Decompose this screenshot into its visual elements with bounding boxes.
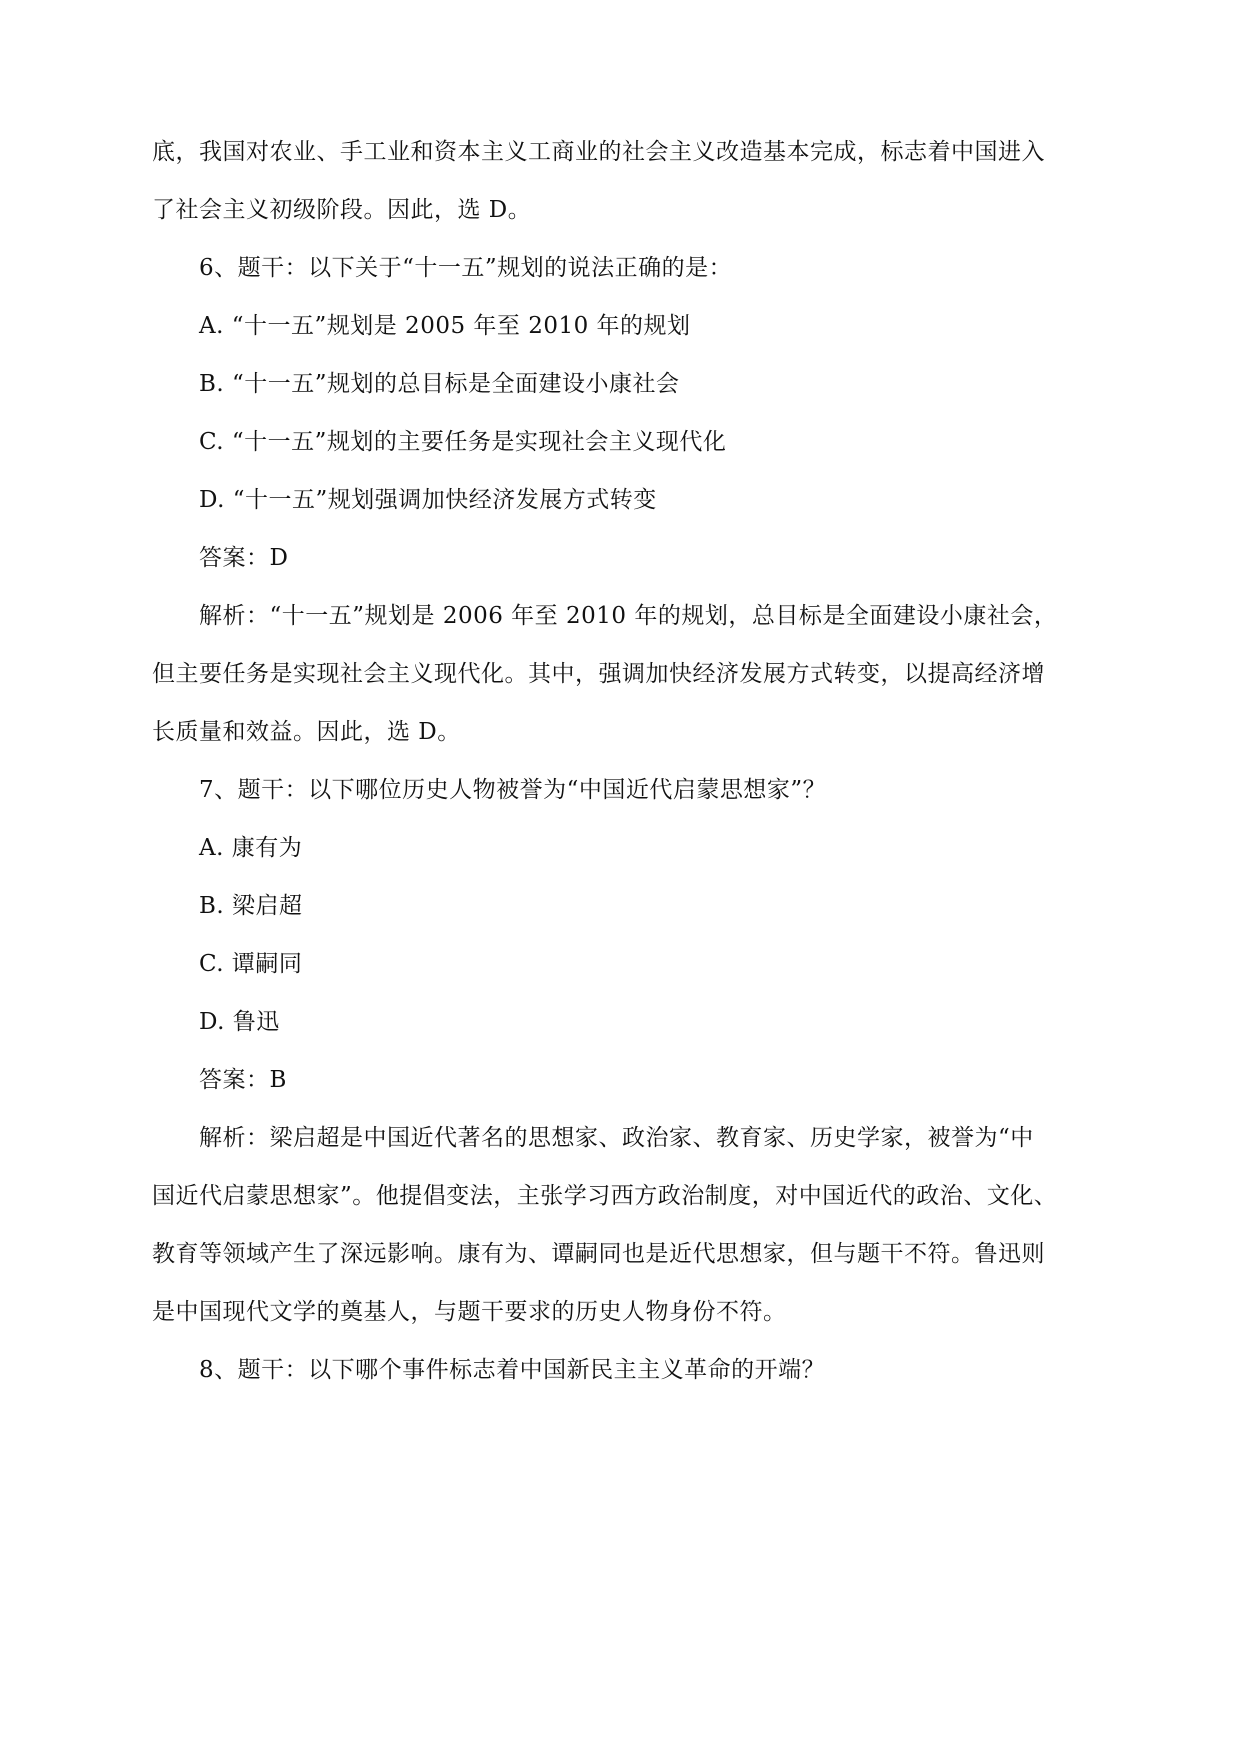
q7-answer: 答案：B [199,1067,287,1093]
q6-explanation-line-2: 但主要任务是实现社会主义现代化。其中，强调加快经济发展方式转变，以提高经济增 [152,661,1045,687]
q7-explanation-line-4: 是中国现代文学的奠基人，与题干要求的历史人物身份不符。 [152,1299,787,1325]
q7-option-d: D. 鲁迅 [199,1009,280,1035]
prev-explanation-line-2: 了社会主义初级阶段。因此，选 D。 [152,197,532,223]
q6-answer: 答案：D [199,545,289,571]
q8-stem: 8、题干：以下哪个事件标志着中国新民主主义革命的开端？ [199,1357,826,1383]
q7-explanation-line-2: 国近代启蒙思想家”。他提倡变法，主张学习西方政治制度，对中国近代的政治、文化、 [152,1183,1058,1209]
q7-explanation-line-3: 教育等领域产生了深远影响。康有为、谭嗣同也是近代思想家，但与题干不符。鲁迅则 [152,1241,1045,1267]
q7-option-b: B. 梁启超 [199,893,303,919]
q6-option-b: B. “十一五”规划的总目标是全面建设小康社会 [199,371,680,397]
q6-option-a: A. “十一五”规划是 2005 年至 2010 年的规划 [199,313,691,339]
q6-option-d: D. “十一五”规划强调加快经济发展方式转变 [199,487,657,513]
q6-stem: 6、题干：以下关于“十一五”规划的说法正确的是： [199,255,733,281]
q7-explanation-line-1: 解析：梁启超是中国近代著名的思想家、政治家、教育家、历史学家，被誉为“中 [199,1125,1034,1151]
q7-option-a: A. 康有为 [199,835,303,861]
q6-explanation-line-3: 长质量和效益。因此，选 D。 [152,719,461,745]
q6-explanation-line-1: 解析：“十一五”规划是 2006 年至 2010 年的规划，总目标是全面建设小康社会， [199,603,1058,629]
q7-stem: 7、题干：以下哪位历史人物被誉为“中国近代启蒙思想家”？ [199,777,827,803]
q6-option-c: C. “十一五”规划的主要任务是实现社会主义现代化 [199,429,727,455]
prev-explanation-line-1: 底，我国对农业、手工业和资本主义工商业的社会主义改造基本完成，标志着中国进入 [152,139,1045,165]
q7-option-c: C. 谭嗣同 [199,951,303,977]
